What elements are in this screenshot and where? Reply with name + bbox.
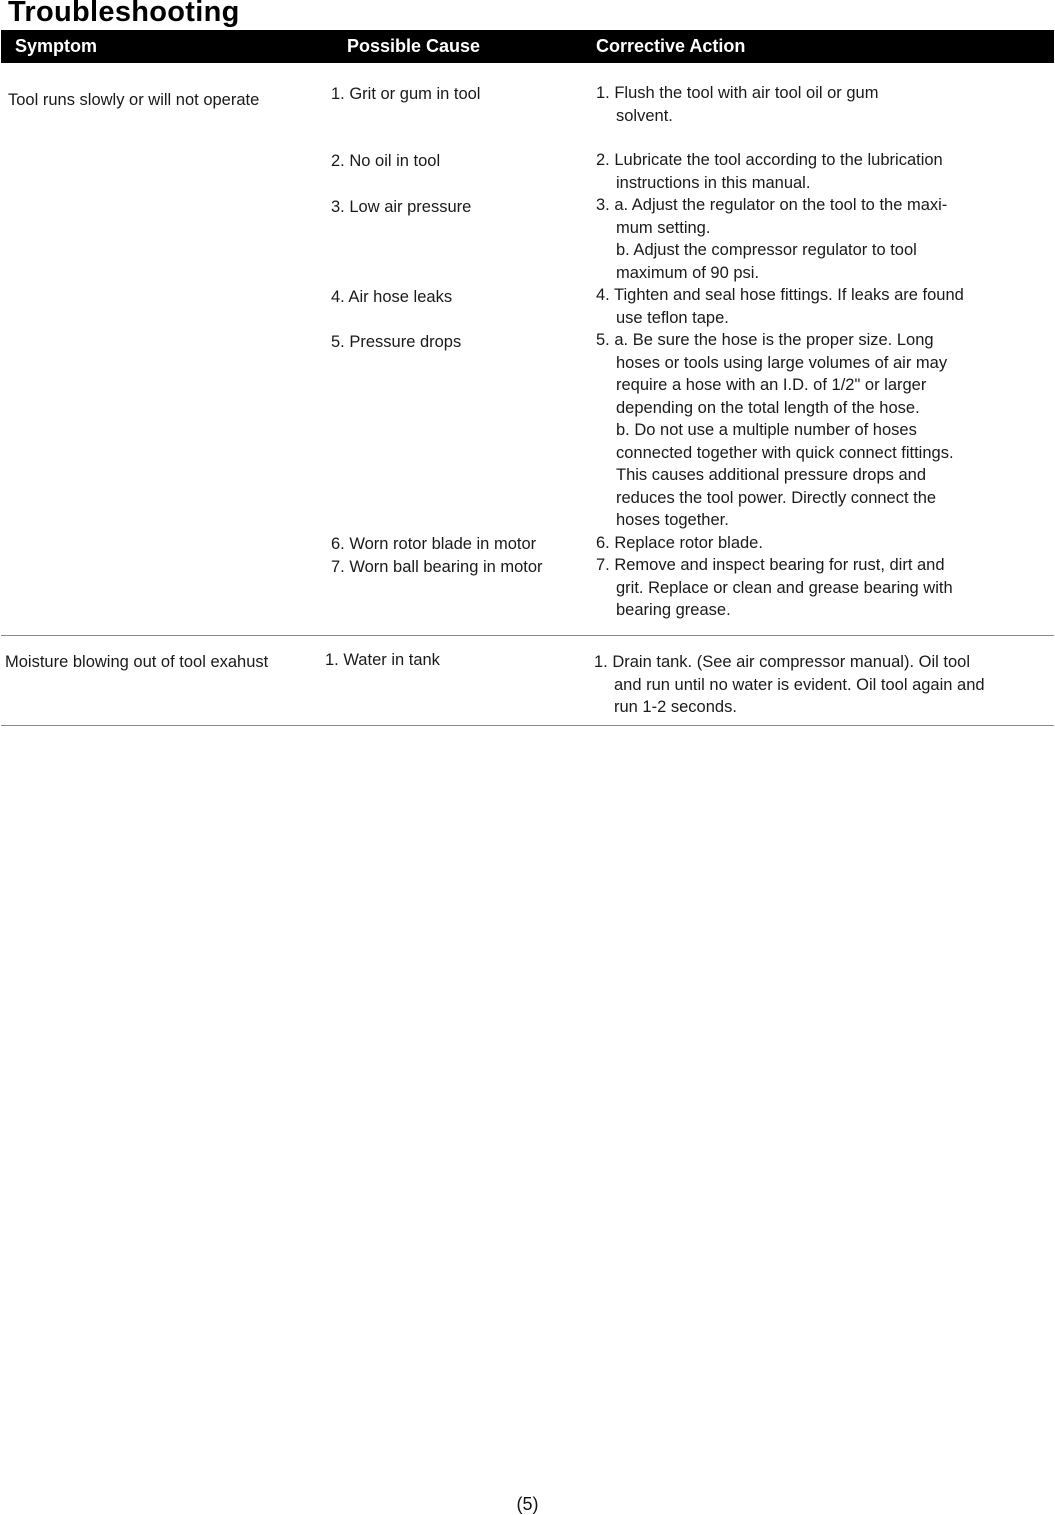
action-line: instructions in this manual.: [616, 173, 811, 192]
cause-item: 3. Low air pressure: [331, 198, 472, 216]
row-divider: [1, 635, 1054, 636]
action-line: bearing grease.: [616, 601, 731, 619]
table-header: [1, 30, 1054, 63]
action-line: run 1-2 seconds.: [614, 698, 737, 716]
page-title: Troubleshooting: [8, 0, 240, 28]
action-line: 6. Replace rotor blade.: [596, 534, 763, 552]
action-item: [596, 554, 953, 622]
action-line: 3. a. Adjust the regulator on the tool to the maxi-: [596, 196, 948, 214]
header-corrective-action: Corrective Action: [596, 36, 746, 56]
cause-item: 1. Grit or gum in tool: [331, 85, 481, 103]
action-line: use teflon tape.: [616, 308, 729, 327]
symptom-cell: Tool runs slowly or will not operate: [8, 91, 260, 109]
cause-item: 4. Air hose leaks: [331, 288, 453, 306]
cause-item: 7. Worn ball bearing in motor: [331, 558, 543, 576]
action-line: connected together with quick connect fittings.: [616, 443, 954, 462]
action-line: solvent.: [616, 106, 673, 125]
action-item: [596, 194, 947, 284]
action-line: reduces the tool power. Directly connect the: [616, 488, 937, 507]
cause-item: 1. Water in tank: [325, 651, 440, 669]
action-line: b. Do not use a multiple number of hoses: [616, 421, 917, 439]
action-line: grit. Replace or clean and grease bearing with: [616, 578, 953, 597]
symptom-cell: Moisture blowing out of tool exahust: [5, 653, 269, 671]
action-line: depending on the total length of the hose.: [616, 398, 920, 417]
action-line: and run until no water is evident. Oil tool again and: [614, 675, 985, 694]
action-line: hoses or tools using large volumes of air may: [616, 353, 948, 372]
page-number: (5): [516, 1494, 539, 1514]
action-line: This causes additional pressure drops and: [616, 466, 927, 484]
action-line: 1. Flush the tool with air tool oil or gum: [596, 84, 879, 102]
action-line: 1. Drain tank. (See air compressor manual). Oil tool: [594, 653, 970, 671]
action-item: [596, 532, 763, 555]
action-item: [596, 82, 878, 127]
cause-item: 5. Pressure drops: [331, 333, 462, 351]
header-symptom: Symptom: [15, 36, 98, 56]
action-line: maximum of 90 psi.: [616, 263, 760, 282]
action-item: [596, 149, 943, 194]
cause-item: 6. Worn rotor blade in motor: [331, 535, 537, 553]
action-line: hoses together.: [616, 511, 729, 529]
action-line: b. Adjust the compressor regulator to tool: [616, 241, 917, 259]
header-possible-cause: Possible Cause: [347, 36, 481, 56]
cause-item: 2. No oil in tool: [331, 152, 441, 170]
action-line: require a hose with an I.D. of 1/2" or larger: [616, 376, 927, 394]
action-item: [596, 329, 954, 532]
action-item: [596, 284, 964, 329]
action-line: 4. Tighten and seal hose fittings. If leaks are found: [596, 286, 964, 304]
action-line: 5. a. Be sure the hose is the proper size. Long: [596, 331, 934, 349]
action-line: 2. Lubricate the tool according to the lubrication: [596, 151, 943, 169]
action-line: mum setting.: [616, 218, 711, 237]
action-item: [594, 651, 985, 719]
row-divider: [1, 725, 1054, 726]
action-line: 7. Remove and inspect bearing for rust, dirt and: [596, 556, 945, 574]
